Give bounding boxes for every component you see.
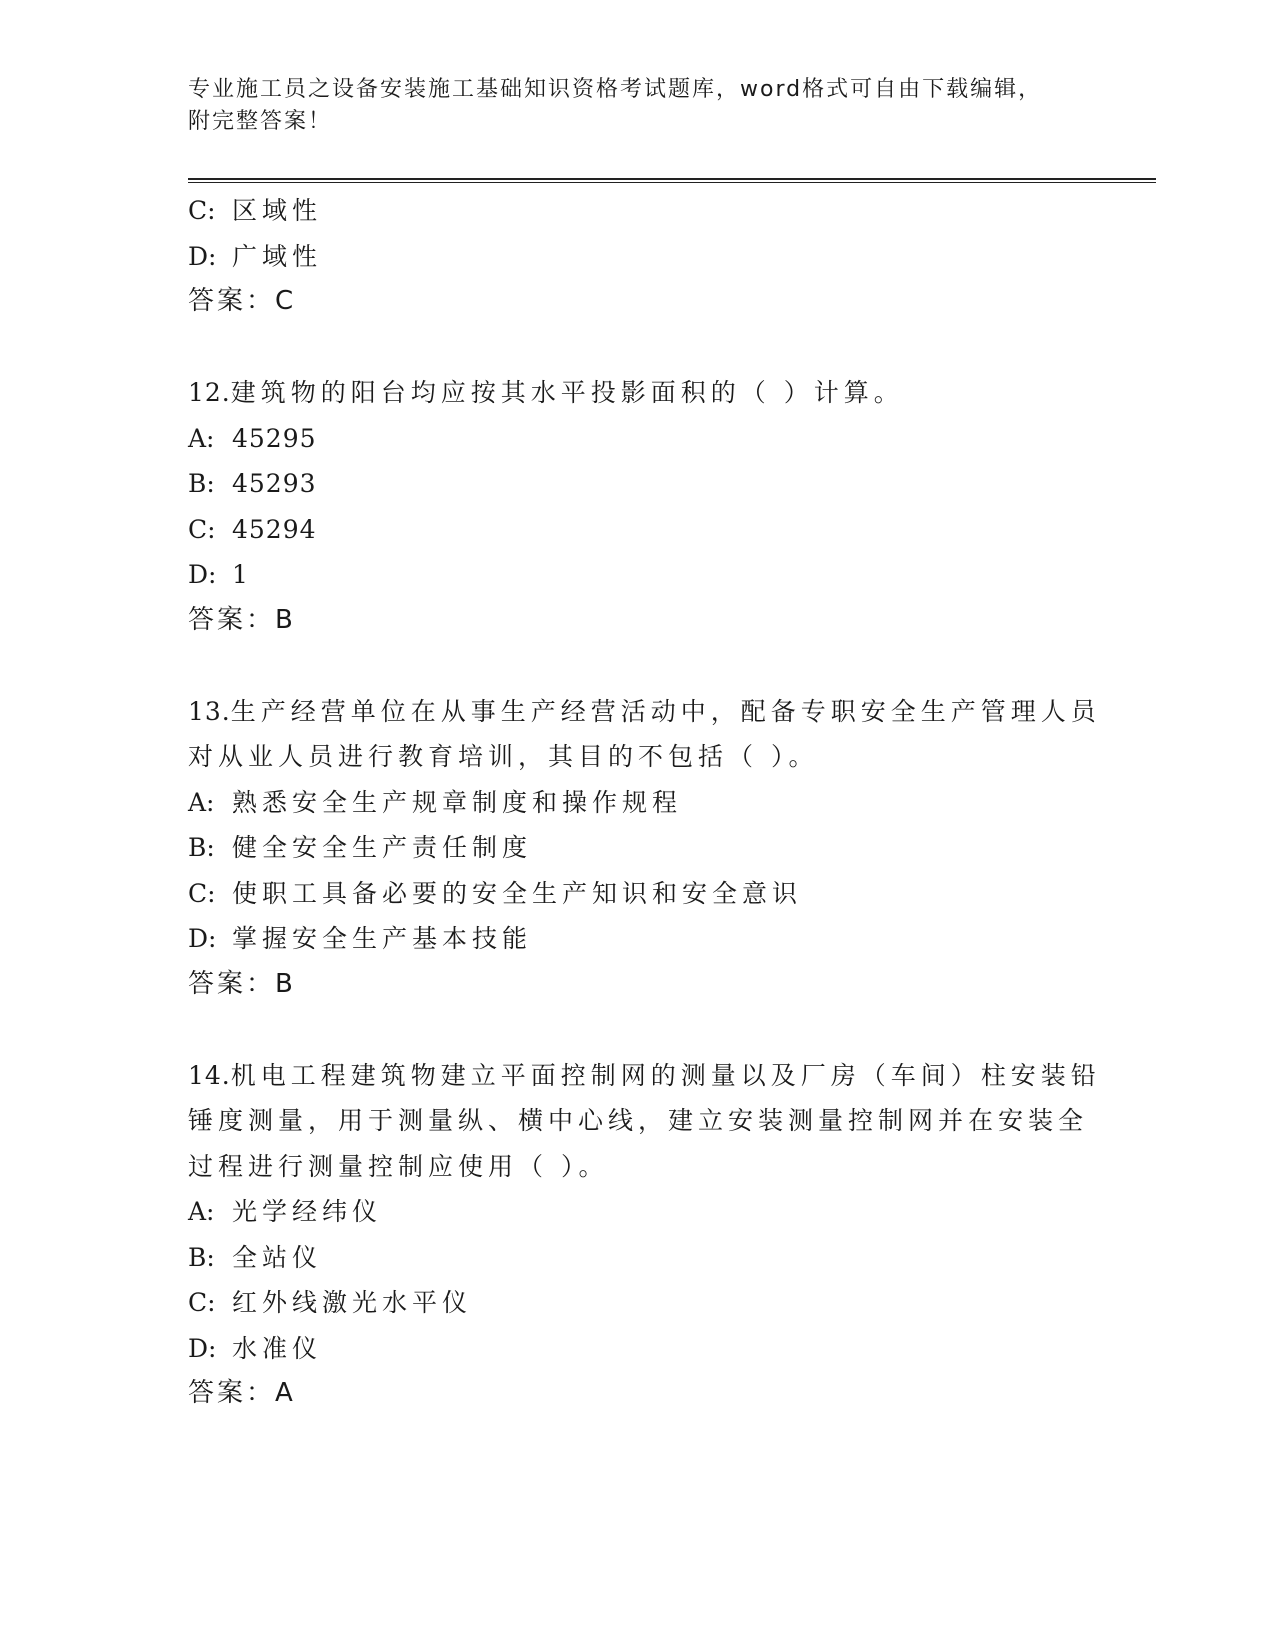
option-text: 区域性 bbox=[232, 196, 323, 225]
question-number: 14. bbox=[188, 1060, 231, 1090]
question-13 bbox=[188, 689, 1101, 1008]
option-key: C: bbox=[188, 514, 216, 544]
option-row bbox=[188, 871, 1088, 917]
option-text: 光学经纬仪 bbox=[232, 1197, 383, 1226]
option-key: D: bbox=[188, 924, 217, 953]
option-key: B: bbox=[188, 469, 215, 498]
option-key: A: bbox=[188, 1197, 215, 1226]
option-row bbox=[188, 1280, 1088, 1326]
option-row bbox=[188, 461, 1088, 507]
answer-line: 答案：B bbox=[188, 604, 296, 635]
option-text: 广域性 bbox=[232, 241, 323, 271]
header-line-1: 专业施工员之设备安装施工基础知识资格考试题库，word格式可自由下载编辑， bbox=[188, 77, 1043, 102]
option-row bbox=[188, 507, 1088, 553]
question-text-line: 锤度测量，用于测量纵、横中心线，建立安装测量控制网并在安装全 bbox=[188, 1106, 1089, 1135]
question-body: 生产经营单位在从事生产经营活动中，配备专职安全生产管理人员 bbox=[230, 696, 1101, 726]
header-line-2: 附完整答案！ bbox=[188, 109, 333, 134]
spacer bbox=[188, 1007, 1088, 1053]
option-key: C: bbox=[188, 878, 216, 908]
option-text: 掌握安全生产基本技能 bbox=[232, 924, 533, 953]
option-key: C: bbox=[188, 196, 216, 225]
option-key: B: bbox=[188, 833, 215, 862]
question-14 bbox=[188, 1053, 1101, 1417]
option-text: 1 bbox=[232, 560, 249, 589]
option-row bbox=[188, 825, 1088, 871]
option-key: A: bbox=[188, 787, 215, 817]
option-text: 45295 bbox=[232, 423, 317, 453]
question-12 bbox=[188, 370, 1088, 643]
spacer bbox=[188, 643, 1088, 689]
document-body bbox=[188, 188, 1101, 1417]
answer-line: 答案：C bbox=[188, 286, 297, 316]
option-row bbox=[188, 916, 1088, 962]
question-number: 12. bbox=[188, 378, 231, 407]
option-key: D: bbox=[188, 560, 217, 589]
option-row bbox=[188, 416, 1088, 462]
document-header bbox=[188, 74, 1068, 138]
option-row bbox=[188, 1189, 1088, 1235]
option-key: D: bbox=[188, 1333, 217, 1363]
option-text: 45294 bbox=[232, 514, 317, 544]
option-key: C: bbox=[188, 1288, 216, 1317]
option-text: 45293 bbox=[232, 469, 317, 498]
question-body: 机电工程建筑物建立平面控制网的测量以及厂房（车间）柱安装铅 bbox=[230, 1060, 1101, 1090]
option-text: 水准仪 bbox=[232, 1333, 323, 1363]
question-text bbox=[188, 370, 1088, 416]
option-text: 使职工具备必要的安全生产知识和安全意识 bbox=[232, 878, 803, 908]
option-text: 熟悉安全生产规章制度和操作规程 bbox=[232, 787, 683, 817]
answer-line: 答案：A bbox=[188, 1378, 296, 1408]
option-key: B: bbox=[188, 1242, 215, 1272]
option-key: D: bbox=[188, 241, 217, 271]
option-row bbox=[188, 188, 1088, 234]
prev-question bbox=[188, 188, 1088, 325]
option-text: 健全安全生产责任制度 bbox=[232, 833, 533, 862]
option-row bbox=[188, 780, 1088, 826]
question-body: 建筑物的阳台均应按其水平投影面积的（ ）计算。 bbox=[230, 378, 904, 407]
answer-line: 答案：B bbox=[188, 968, 296, 999]
question-text-line: 对从业人员进行教育培训，其目的不包括（ ）。 bbox=[188, 742, 819, 771]
option-row bbox=[188, 234, 1088, 280]
option-text: 红外线激光水平仪 bbox=[232, 1288, 473, 1317]
option-row bbox=[188, 1235, 1088, 1281]
option-row bbox=[188, 552, 1088, 598]
header-rule-thick bbox=[188, 178, 1156, 180]
option-key: A: bbox=[188, 423, 215, 453]
question-text-line bbox=[188, 689, 1101, 735]
question-text-line bbox=[188, 1053, 1101, 1099]
question-number: 13. bbox=[188, 696, 231, 726]
question-text-line: 过程进行测量控制应使用（ ）。 bbox=[188, 1151, 609, 1181]
option-row bbox=[188, 1326, 1088, 1372]
option-text: 全站仪 bbox=[232, 1242, 323, 1272]
spacer bbox=[188, 325, 1088, 371]
header-rule-thin bbox=[188, 182, 1156, 183]
